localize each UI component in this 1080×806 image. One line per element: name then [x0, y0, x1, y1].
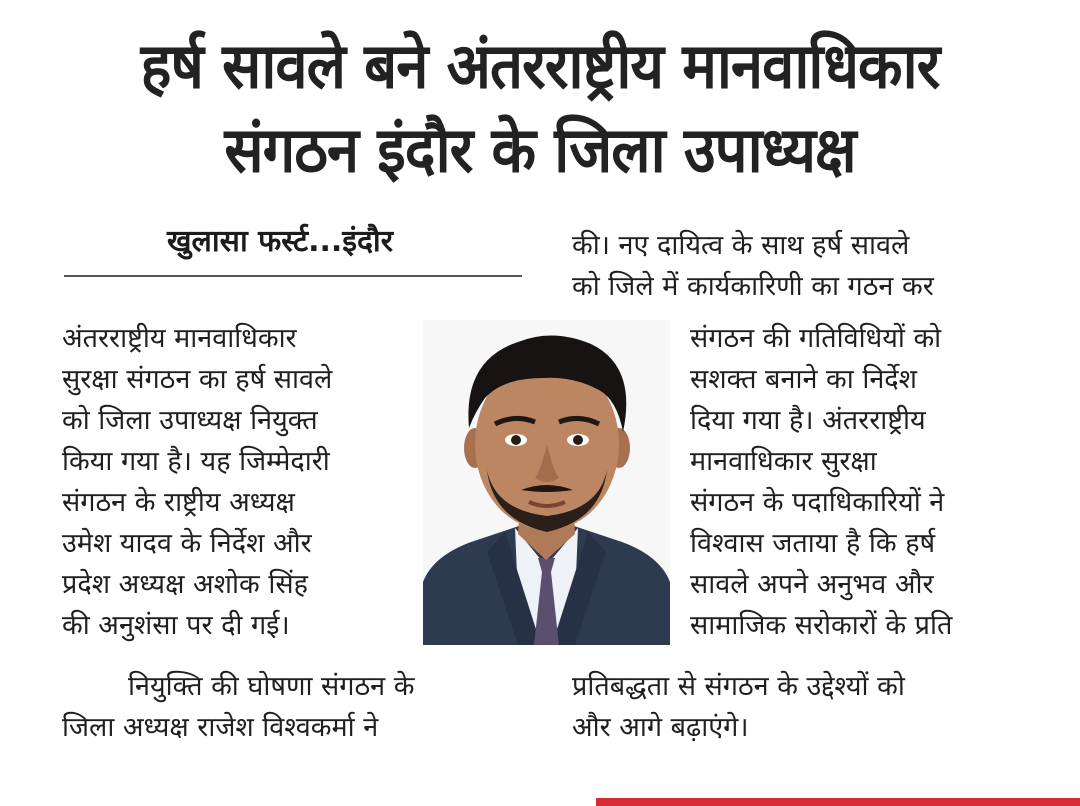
left-line-1-text: अंतरराष्ट्रीय मानवाधिकार: [62, 323, 297, 354]
right-line-2: को जिले में कार्यकारिणी का गठन कर: [572, 271, 934, 302]
left-line-3: को जिला उपाध्यक्ष नियुक्त: [62, 405, 318, 436]
right-line-1: की। नए दायित्व के साथ हर्ष सावले: [572, 230, 910, 261]
byline: खुलासा फर्स्ट...इंदौर: [167, 224, 393, 259]
headline: [40, 24, 1040, 192]
left-line-5: संगठन के राष्ट्रीय अध्यक्ष: [62, 487, 295, 518]
portrait-illustration: [423, 320, 670, 645]
left-line-6: उमेश यादव के निर्देश और: [62, 528, 312, 559]
right-line-12: और आगे बढ़ाएंगे।: [572, 712, 749, 743]
right-line-7: संगठन के पदाधिकारियों ने: [690, 487, 945, 518]
right-line-3: संगठन की गतिविधियों को: [690, 323, 942, 354]
portrait-photo: [423, 320, 670, 645]
left-line-9: नियुक्ति की घोषणा संगठन के: [128, 671, 415, 702]
accent-bar: [596, 798, 1080, 806]
left-line-10: जिला अध्यक्ष राजेश विश्वकर्मा ने: [62, 712, 379, 743]
headline-line-1: हर्ष सावले बने अंतरराष्ट्रीय मानवाधिकार: [140, 29, 940, 103]
left-line-7: प्रदेश अध्यक्ष अशोक सिंह: [62, 569, 308, 600]
right-line-8: विश्वास जताया है कि हर्ष: [690, 528, 936, 559]
right-line-4: सशक्त बनाने का निर्देश: [690, 364, 918, 395]
right-line-9: सावले अपने अनुभव और: [690, 569, 934, 600]
right-line-5: दिया गया है। अंतरराष्ट्रीय: [690, 405, 926, 436]
left-line-4: किया गया है। यह जिम्मेदारी: [62, 446, 330, 477]
left-line-2: सुरक्षा संगठन का हर्ष सावले: [62, 364, 333, 395]
right-line-11: प्रतिबद्धता से संगठन के उद्देश्यों को: [572, 671, 905, 702]
right-line-10: सामाजिक सरोकारों के प्रति: [690, 610, 953, 641]
right-line-6: मानवाधिकार सुरक्षा: [690, 446, 877, 477]
headline-line-2: संगठन इंदौर के जिला उपाध्यक्ष: [224, 113, 856, 187]
left-line-1: [62, 318, 402, 359]
byline-rule: [64, 275, 522, 277]
left-line-8: की अनुशंसा पर दी गई।: [62, 610, 290, 641]
